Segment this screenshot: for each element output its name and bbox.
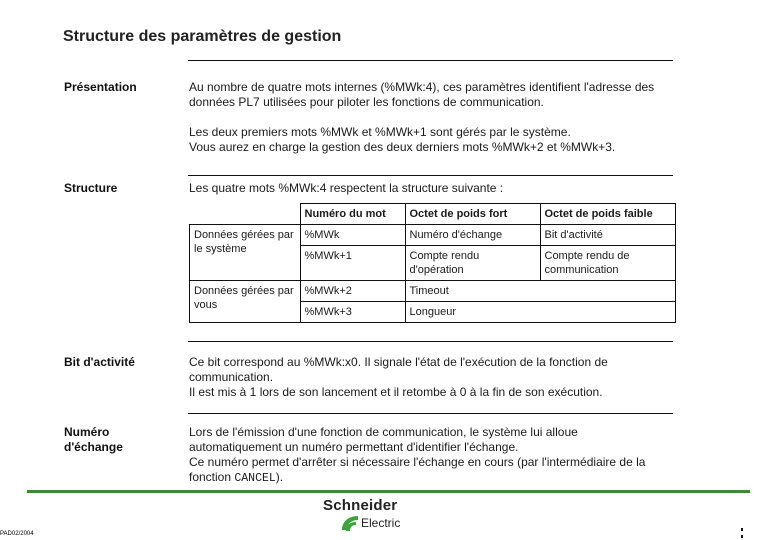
exchange-label-line-1: Numéro [64, 425, 110, 439]
table-header: Octet de poids fort [405, 204, 540, 225]
brand-name: Schneider [323, 497, 398, 514]
exchange-paragraph-2 [189, 455, 671, 486]
section-divider [188, 60, 673, 61]
table-cell-word: %MWk+1 [300, 246, 405, 281]
page-mark [741, 535, 743, 538]
brand-subname: Electric [361, 516, 401, 530]
footer-rule [27, 490, 750, 493]
presentation-paragraph-3: Vous aurez en charge la gestion des deux derniers mots %MWk+2 et %MWk+3. [189, 140, 616, 154]
table-row [190, 281, 676, 302]
exchange-label-line-2: d'échange [64, 440, 123, 454]
table-header: Numéro du mot [300, 204, 405, 225]
structure-intro: Les quatre mots %MWk:4 respectent la structure suivante : [189, 181, 504, 195]
table-cell-high: Compte rendu d'opération [405, 246, 540, 281]
presentation-text [189, 80, 689, 155]
table-cell-low: Bit d'activité [540, 225, 675, 246]
page-title: Structure des paramètres de gestion [63, 28, 342, 45]
presentation-paragraph-2: Les deux premiers mots %MWk et %MWk+1 sont gérés par le système. [189, 125, 571, 139]
table-cell-high: Timeout [405, 281, 675, 302]
cancel-code: CANCEL [234, 472, 276, 485]
table-cell-word: %MWk+3 [300, 302, 405, 323]
presentation-paragraph-1: Au nombre de quatre mots internes (%MWk:4), ces paramètres identifient l'adresse des données PL7 utilisées pour piloter les fonctions de communication. [189, 80, 655, 109]
section-divider [188, 175, 673, 176]
activity-paragraph-2: Il est mis à 1 lors de son lancement et il retombe à 0 à la fin de son exécution. [189, 385, 603, 399]
table-cell-low: Compte rendu de communication [540, 246, 675, 281]
document-code: PAD02/2004 [0, 531, 34, 537]
table-cell-word: %MWk+2 [300, 281, 405, 302]
schneider-logo-icon [340, 514, 360, 532]
table-header-row [190, 204, 676, 225]
exchange-paragraph-1: Lors de l'émission d'une fonction de communication, le système lui alloue automatiquement un numéro permettant d'identifier l'échange. [189, 425, 578, 454]
activity-text [189, 355, 669, 400]
exchange-paragraph-2-text: Ce numéro permet d'arrêter si nécessaire l'échange en cours (par l'intermédiaire de la fonction [189, 455, 646, 484]
exchange-text [189, 425, 671, 486]
table-row [190, 225, 676, 246]
section-divider [188, 413, 673, 414]
table-cell-high: Numéro d'échange [405, 225, 540, 246]
page-mark [741, 528, 743, 531]
table-header: Octet de poids faible [540, 204, 675, 225]
activity-label: Bit d'activité [64, 355, 135, 369]
structure-table [189, 203, 676, 323]
table-cell-high: Longueur [405, 302, 675, 323]
table-group-label: Données gérées par vous [190, 281, 301, 323]
table-cell-word: %MWk [300, 225, 405, 246]
section-divider [188, 341, 673, 342]
structure-label: Structure [64, 181, 118, 195]
exchange-label [64, 425, 123, 455]
table-corner-cell [190, 204, 301, 225]
exchange-paragraph-2-end: ). [275, 470, 284, 484]
presentation-label: Présentation [64, 80, 137, 94]
table-group-label: Données gérées par le système [190, 225, 301, 281]
activity-paragraph-1: Ce bit correspond au %MWk:x0. Il signale l'état de l'exécution de la fonction de communication. [189, 355, 608, 384]
